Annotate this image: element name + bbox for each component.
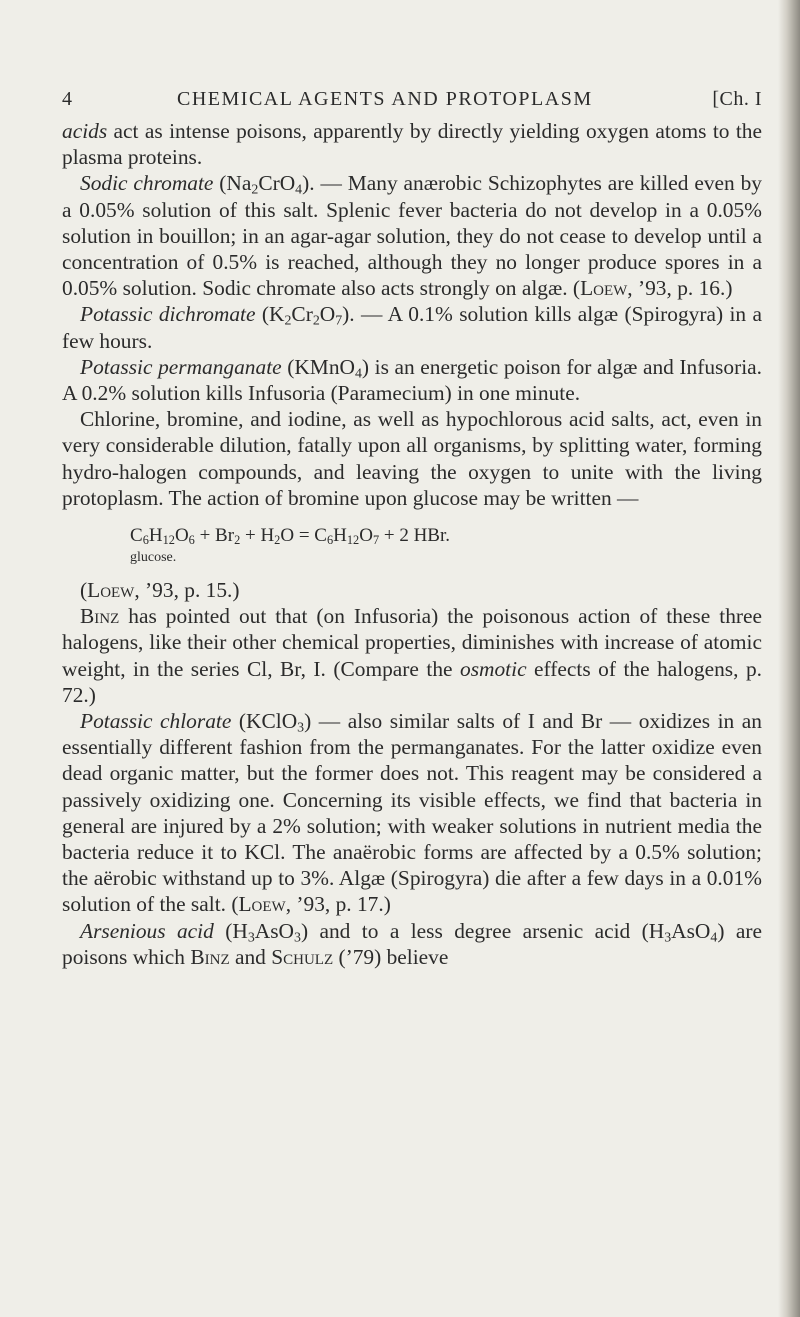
equation-label: glucose. [130,550,177,566]
author-schulz: Schulz [271,944,334,969]
bromine-glucose-equation: $C_6H_{12}O_6 + Br_2 + H_2O = C_6H_{12}O_7 + 2$ HBr. [130,525,450,548]
term-arsenious-acid: Arsenious acid [80,918,214,943]
author-loew: Loew [580,276,628,301]
paragraph-potassic-permanganate: Potassic permanganate (KMnO$_4$) is an energetic poison for algæ and Infusoria. A 0.2% solution kills Infusoria (Paramecium) in one minute. [62,354,762,406]
paragraph-halogens: Chlorine, bromine, and iodine, as well as hypochlorous acid salts, act, even in very considerable dilution, fatally upon all organisms, by splitting water, forming hydro-halogen compounds, and leaving the oxygen to unite with the living protoplasm. The action of bromine upon glucose may be written — [62,407,762,510]
page-edge-shadow [778,0,800,1317]
paragraph-acids: acids act as intense poisons, apparently by directly yielding oxygen atoms to the plasma proteins. [62,119,762,170]
term-potassic-chlorate: Potassic chlorate [80,709,232,734]
paragraph-sodic-chromate: Sodic chromate $(Na_2CrO_4)$. — Many anærobic Schizophytes are killed even by a 0.05% solution of this salt. Splenic fever bacteria do not develop in a 0.05% solution in bouillon; in an agar-agar solution, they do not cease to develop until a concentration of 0.5% is reached, although they no longer produce spores in a 0.05% solution. Sodic chromate also acts strongly on algæ. (Loew, ’93, p. 16.) [62,171,762,301]
term-potassic-permanganate: Potassic permanganate [80,354,282,379]
page-number: 4 [62,88,73,110]
paragraph-arsenious-acid: Arsenious acid $(H_3AsO_3)$ and to a less degree arsenic acid $(H_3AsO_4)$ are poisons which Binz and Schulz (’79) believe [62,918,762,969]
author-binz: Binz [190,944,230,969]
paragraph-binz: Binz has pointed out that (on Infusoria) the poisonous action of these three halogens, like their other chemical properties, diminishes with increase of atomic weight, in the series Cl, Br, I. (Compare the osmotic effects of the halogens, p. 72.) [62,604,762,707]
author-loew: Loew [238,892,286,917]
author-binz: Binz [80,604,120,629]
term-potassic-dichromate: Potassic dichromate [80,302,256,327]
running-title: CHEMICAL AGENTS AND PROTOPLASM [177,88,593,110]
paragraph-potassic-chlorate: Potassic chlorate (KClO$_3$) — also similar salts of I and Br — oxidizes in an essentially different fashion from the permanganates. For the latter oxidize even dead organic matter, but the former does not. This reagent may be considered a passively oxidizing one. Concerning its visible effects, we find that bacteria in general are injured by a 2% solution; with weaker solutions in nutrient media the bacteria reduce it to KCl. The anaërobic forms are affected by a 0.5% solution; the aërobic withstand up to 3%. Algæ (Spirogyra) die after a few days in a 0.01% solution of the salt. (Loew, ’93, p. 17.) [62,709,762,917]
author-loew: Loew [87,578,135,603]
paragraph-citation: (Loew, ’93, p. 15.) [80,578,240,603]
chapter-marker: [Ch. I [712,88,762,110]
term-sodic-chromate: Sodic chromate [80,171,214,196]
body-text [62,118,762,970]
term-acids: acids [62,119,108,143]
paragraph-potassic-dichromate: Potassic dichromate $(K_2Cr_2O_7)$. — A 0.1% solution kills algæ (Spirogyra) in a few hours. [62,302,762,353]
